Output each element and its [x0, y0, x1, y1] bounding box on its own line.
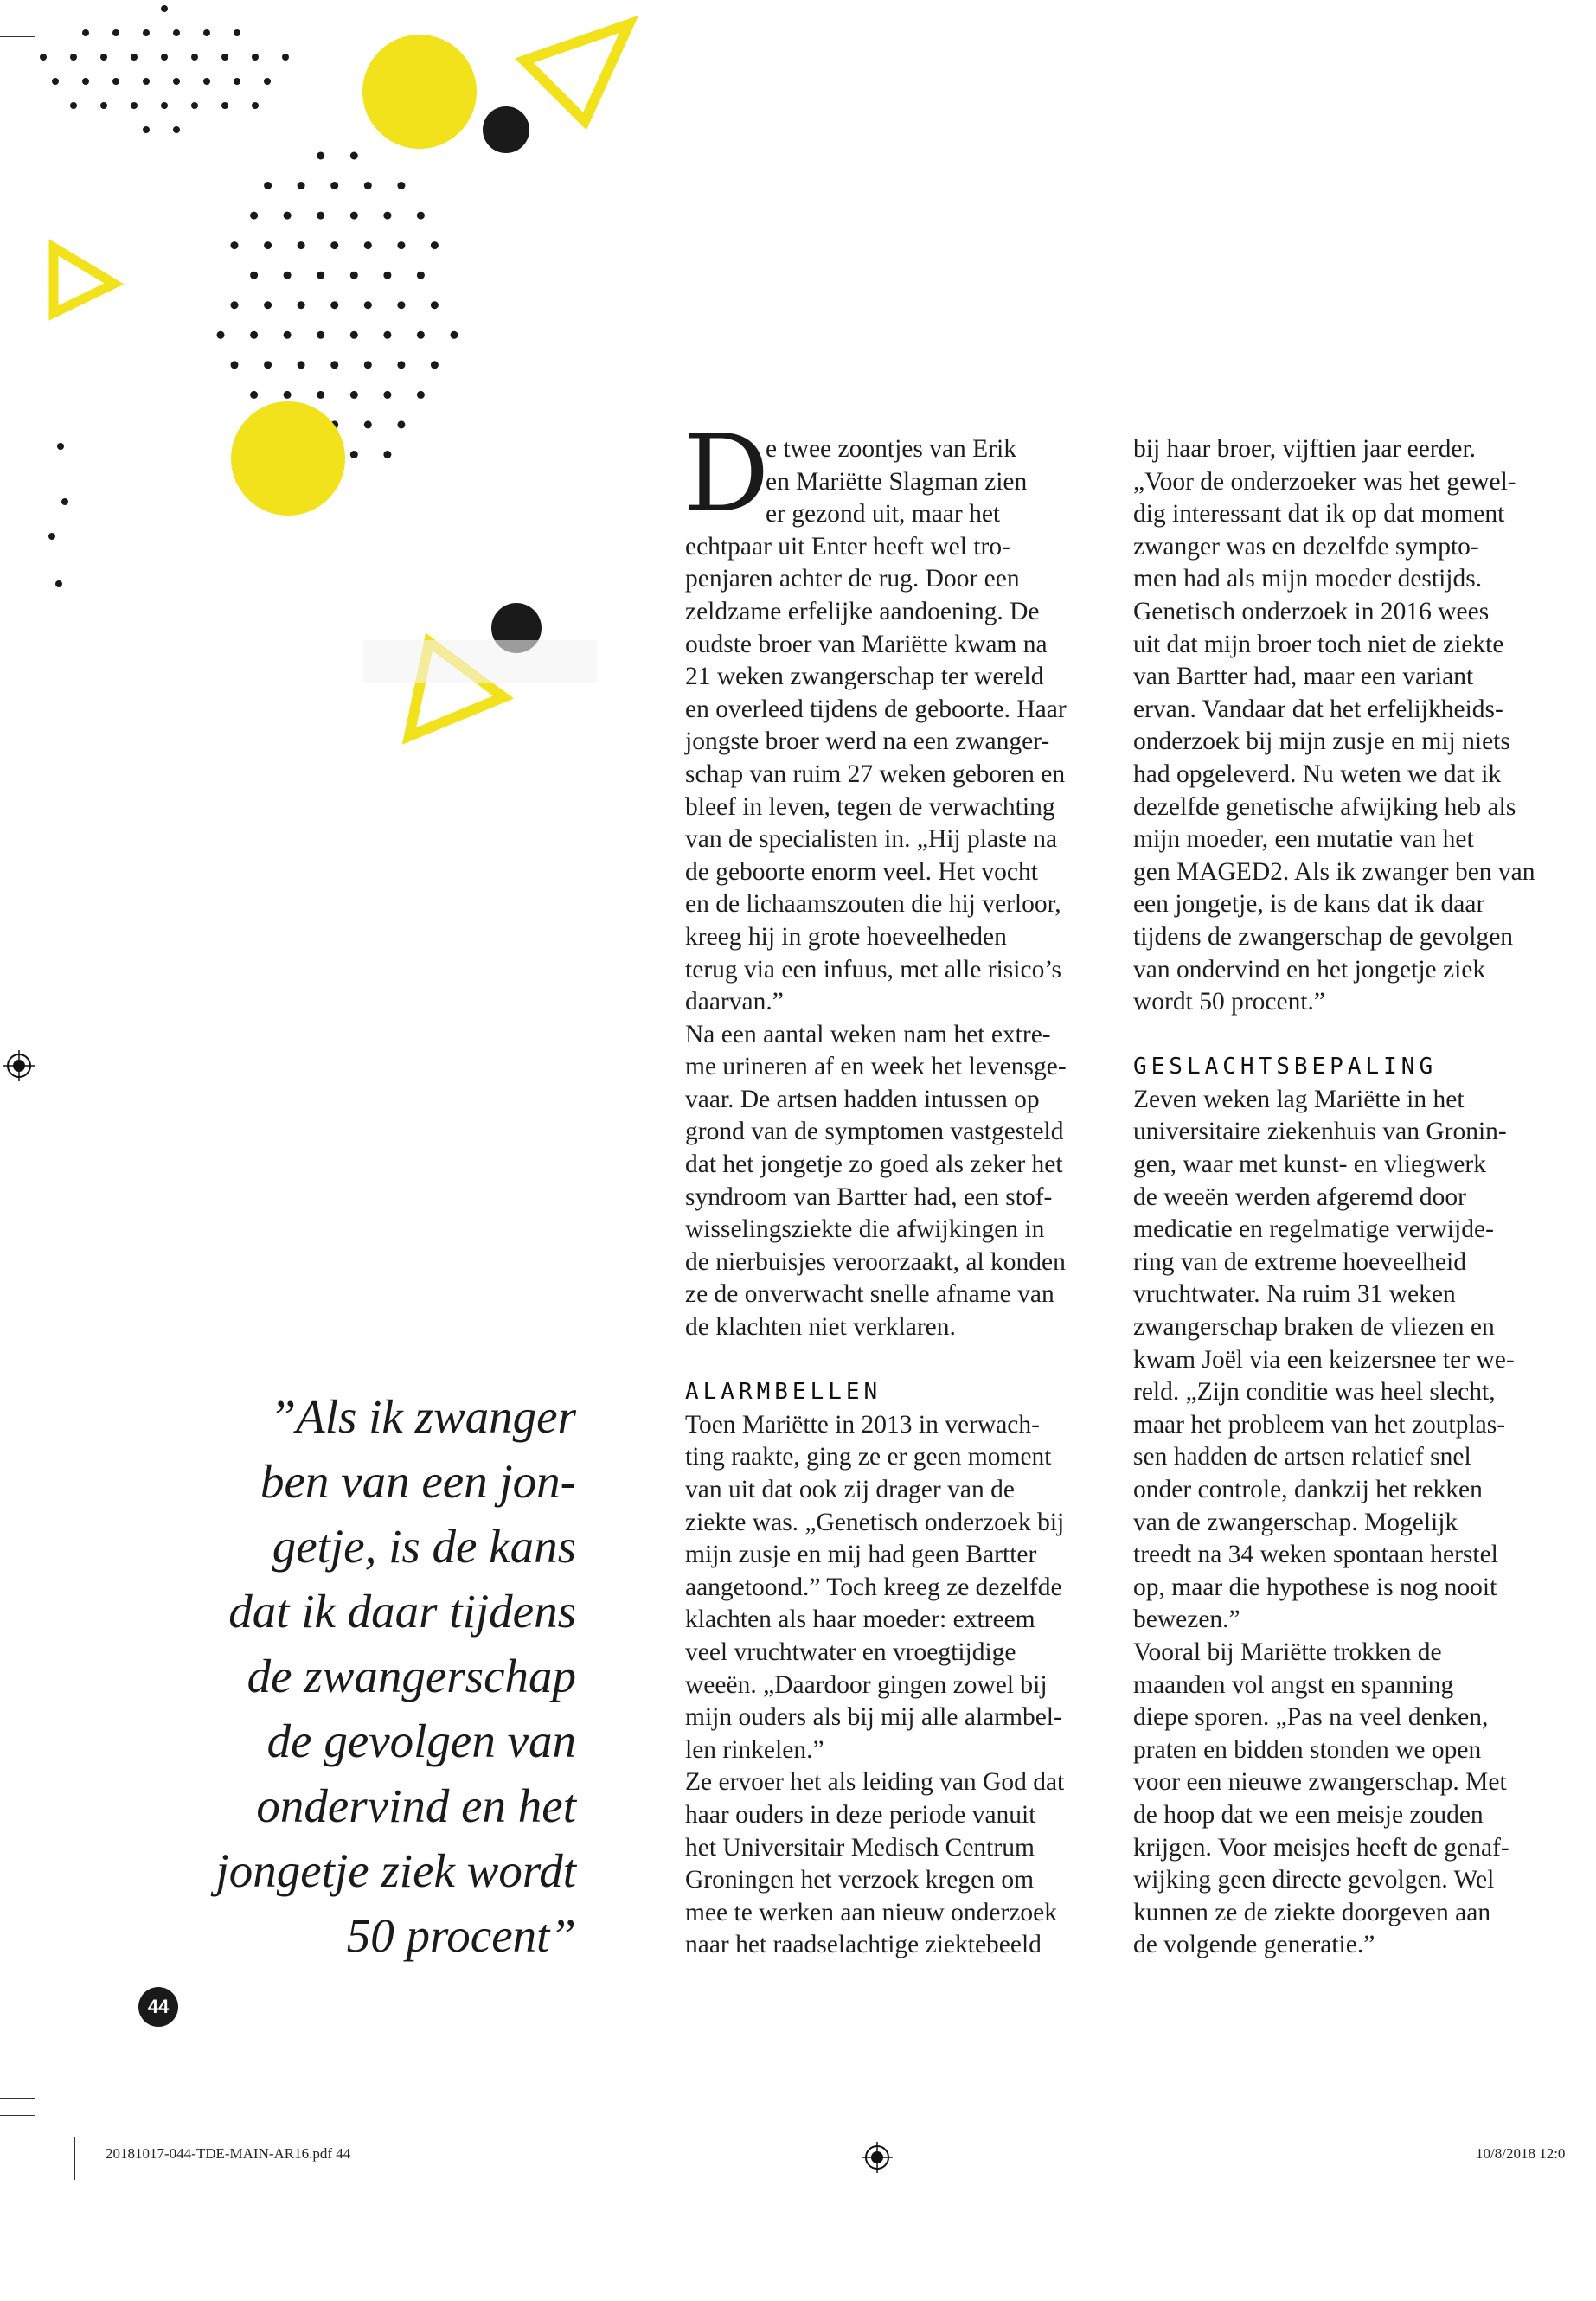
text-line: daarvan.”	[685, 988, 784, 1016]
text-line: ziekte was. „Genetisch onderzoek bij	[685, 1508, 1065, 1536]
decorative-dot	[298, 241, 305, 249]
decorative-dot	[350, 331, 358, 339]
decorative-dot	[217, 331, 225, 339]
decorative-dot	[364, 182, 372, 189]
article-column-1	[685, 433, 1067, 1962]
text-line: bleef in leven, tegen de verwachting	[685, 792, 1055, 821]
text-line: de volgende generatie.”	[1133, 1931, 1375, 1959]
decorative-dot	[298, 182, 305, 189]
text-line: reld. „Zijn conditie was heel slecht,	[1133, 1378, 1496, 1407]
text-line: dat ik daar tijdens	[228, 1585, 576, 1638]
text-line: len rinkelen.”	[685, 1735, 824, 1764]
decorative-dot	[264, 241, 272, 249]
text-line: wisselingsziekte die afwijkingen in	[685, 1215, 1045, 1244]
text-line: de geboorte enorm veel. Het vocht	[685, 857, 1038, 886]
decorative-dot	[161, 5, 168, 12]
text-line: treedt na 34 weken spontaan herstel	[1133, 1541, 1498, 1569]
text-line: haar ouders in deze periode vanuit	[685, 1800, 1036, 1829]
decorative-dot	[252, 102, 259, 109]
decorative-dot	[203, 78, 210, 85]
decorative-dot	[143, 126, 150, 133]
text-line: Toen Mariëtte in 2013 in verwach-	[685, 1410, 1040, 1439]
decorative-dot	[264, 78, 271, 85]
decorative-dot	[143, 29, 150, 36]
paragraph-block	[1133, 1084, 1535, 1962]
paragraph-block	[685, 1409, 1067, 1962]
text-line: naar het raadselachtige ziektebeeld	[685, 1931, 1042, 1959]
paragraph-block	[1133, 433, 1535, 1019]
decorative-dot	[264, 301, 272, 309]
decorative-dot	[231, 241, 239, 249]
decorative-dot	[383, 391, 391, 399]
text-line: Ze ervoer het als leiding van God dat	[685, 1768, 1065, 1797]
decorative-dot	[221, 54, 228, 61]
decorative-dot	[364, 420, 372, 428]
text-line: wijking geen directe gevolgen. Wel	[1133, 1866, 1495, 1894]
decorative-dot	[282, 54, 289, 61]
text-line: schap van ruim 27 weken geboren en	[685, 760, 1066, 788]
yellow-triangle-top	[524, 24, 629, 121]
text-line: wordt 50 procent.”	[1133, 988, 1325, 1016]
text-line: vaar. De artsen hadden intussen op	[685, 1085, 1040, 1113]
text-line: het Universitair Medisch Centrum	[685, 1833, 1035, 1862]
text-line: van uit dat ook zij drager van de	[685, 1476, 1015, 1503]
decorative-dot	[70, 54, 77, 61]
text-line: 50 procent”	[346, 1909, 576, 1962]
text-line: vruchtwater. Na ruim 31 weken	[1133, 1280, 1456, 1309]
text-line: jongetje ziek wordt	[215, 1844, 576, 1897]
yellow-circle-middle	[231, 401, 345, 516]
text-line: kreeg hij in grote hoeveelheden	[685, 922, 1007, 951]
yellow-triangle-left	[54, 247, 114, 313]
decorative-dot	[82, 78, 89, 85]
paragraph-block	[685, 531, 1067, 1344]
decorative-dot	[330, 182, 338, 189]
text-line: ting raakte, ging ze er geen moment	[685, 1443, 1052, 1471]
decorative-dot	[131, 102, 138, 109]
crop-mark	[0, 2098, 35, 2099]
decorative-dot	[417, 391, 425, 399]
decorative-dot	[330, 361, 338, 369]
decorative-dot	[48, 533, 55, 540]
text-line: uit dat mijn broer toch niet de ziekte	[1133, 630, 1504, 658]
decorative-dot	[231, 301, 239, 309]
crop-mark	[74, 2137, 75, 2180]
text-line: mijn ouders als bij mij alle alarmbel-	[685, 1703, 1062, 1732]
decorative-graphics	[0, 0, 640, 779]
text-line: diepe sporen. „Pas na veel denken,	[1133, 1703, 1489, 1732]
decorative-dot	[143, 78, 150, 85]
text-line: sen hadden de artsen relatief snel	[1133, 1443, 1471, 1471]
decorative-dot	[100, 102, 107, 109]
text-line: men had als mijn moeder destijds.	[1133, 565, 1483, 593]
text-line: onderzoek bij mijn zusje en mij niets	[1133, 727, 1510, 756]
decorative-dot	[112, 78, 119, 85]
section-heading-geslachtsbepaling: GESLACHTSBEPALING	[1133, 1054, 1438, 1080]
footer-filename: 20181017-044-TDE-MAIN-AR16.pdf 44	[106, 2145, 351, 2162]
text-line: bij haar broer, vijftien jaar eerder.	[1133, 435, 1477, 463]
decorative-dot	[191, 54, 198, 61]
text-line: Groningen het verzoek kregen om	[685, 1866, 1035, 1894]
decorative-dot	[417, 331, 425, 339]
decorative-dot	[221, 102, 228, 109]
decorative-dot	[431, 241, 439, 249]
text-line: er gezond uit, maar het	[766, 500, 1001, 529]
text-line: terug via een infuus, met alle risico’s	[685, 955, 1061, 984]
decorative-dot	[173, 78, 180, 85]
decorative-dot	[350, 451, 358, 458]
decorative-dot	[131, 54, 138, 61]
text-line: de klachten niet verklaren.	[685, 1313, 956, 1342]
text-line: ze de onverwacht snelle afname van	[685, 1280, 1054, 1309]
decorative-dot	[397, 361, 405, 369]
decorative-dot	[100, 54, 107, 61]
decorative-dot	[397, 301, 405, 309]
text-line: kunnen ze de ziekte doorgeven aan	[1133, 1898, 1491, 1926]
footer-date: 10/8/2018 12:0	[1476, 2145, 1566, 2162]
text-line: mijn zusje en mij had geen Bartter	[685, 1541, 1037, 1569]
text-line: dig interessant dat ik op dat moment	[1133, 500, 1505, 529]
decorative-dot	[383, 212, 391, 220]
decorative-dot	[431, 301, 439, 309]
text-line: en de lichaamszouten die hij verloor,	[685, 890, 1061, 919]
decorative-dot	[173, 29, 180, 36]
decorative-dot	[264, 361, 272, 369]
decorative-dot	[234, 78, 240, 85]
text-line: de zwangerschap	[247, 1650, 576, 1702]
text-line: penjaren achter de rug. Door een	[685, 565, 1020, 593]
decorative-dot	[350, 152, 358, 160]
text-line: gen, waar met kunst- en vliegwerk	[1133, 1150, 1486, 1179]
text-line: ervan. Vandaar dat het erfelijkheids-	[1133, 695, 1503, 723]
decorative-dot	[431, 361, 439, 369]
decorative-dot	[364, 361, 372, 369]
decorative-dot	[317, 212, 324, 220]
text-line: Vooral bij Mariëtte trokken de	[1133, 1638, 1442, 1666]
dot-cluster-top	[40, 5, 289, 133]
intro-indented-lines	[685, 433, 1067, 531]
text-line: zwanger was en dezelfde sympto-	[1133, 532, 1479, 561]
text-line: de weeën werden afgeremd door	[1133, 1183, 1466, 1211]
decorative-dot	[264, 182, 272, 189]
text-line: een jongetje, is de kans dat ik daar	[1133, 890, 1485, 919]
decorative-dot	[383, 331, 391, 339]
yellow-circle-top	[362, 35, 477, 149]
text-line: bewezen.”	[1133, 1606, 1240, 1634]
text-line: zwangerschap braken de vliezen en	[1133, 1313, 1495, 1342]
text-line: me urineren af en week het levensge-	[685, 1053, 1067, 1081]
decorative-dot	[70, 102, 77, 109]
decorative-dot	[383, 272, 391, 279]
text-line: Zeven weken lag Mariëtte in het	[1133, 1085, 1465, 1113]
text-line: mee te werken aan nieuw onderzoek	[685, 1898, 1057, 1926]
text-line: Na een aantal weken nam het extre-	[685, 1020, 1051, 1048]
decorative-dot	[397, 182, 405, 189]
decorative-dot	[383, 451, 391, 458]
decorative-dot	[364, 301, 372, 309]
decorative-dot	[350, 272, 358, 279]
text-line: weeën. „Daardoor gingen zowel bij	[685, 1670, 1048, 1699]
decorative-dot	[40, 54, 47, 61]
decorative-dot	[231, 361, 239, 369]
decorative-dot	[298, 361, 305, 369]
text-line: gen MAGED2. Als ik zwanger ben van	[1133, 857, 1535, 886]
text-line: krijgen. Voor meisjes heeft de genaf-	[1133, 1833, 1509, 1862]
text-line: maanden vol angst en spanning	[1133, 1670, 1454, 1699]
decorative-dot	[298, 301, 305, 309]
decorative-dot	[397, 420, 405, 428]
text-line: mijn moeder, een mutatie van het	[1133, 825, 1474, 854]
text-line: ondervind en het	[256, 1779, 576, 1832]
pull-quote	[199, 1384, 576, 1968]
section-heading-alarmbellen: ALARMBELLEN	[685, 1379, 882, 1406]
decorative-dot	[330, 301, 338, 309]
decorative-dot	[252, 54, 259, 61]
text-line: dezelfde genetische afwijking heb als	[1133, 792, 1516, 821]
decorative-dot	[250, 331, 258, 339]
text-line: kwam Joël via een keizersnee ter we-	[1133, 1345, 1515, 1374]
text-line: van ondervind en het jongetje ziek	[1133, 955, 1486, 984]
text-line: medicatie en regelmatige verwijde-	[1133, 1215, 1494, 1244]
decorative-dot	[161, 102, 168, 109]
decorative-dot	[350, 391, 358, 399]
decorative-dot	[161, 54, 168, 61]
decorative-dot	[55, 580, 62, 587]
decorative-dot	[317, 391, 324, 399]
decorative-dot	[173, 126, 180, 133]
drop-cap: D	[683, 412, 770, 536]
decorative-dot	[284, 391, 292, 399]
text-line: voor een nieuwe zwangerschap. Met	[1133, 1768, 1507, 1797]
registration-mark-icon	[3, 1050, 35, 1081]
text-line: en Mariëtte Slagman zien	[766, 467, 1028, 496]
text-line: aangetoond.” Toch kreeg ze dezelfde	[685, 1573, 1062, 1601]
text-line: universitaire ziekenhuis van Gronin-	[1133, 1118, 1507, 1146]
text-line: oudste broer van Mariëtte kwam na	[685, 630, 1048, 658]
text-line: 21 weken zwangerschap ter wereld	[685, 663, 1044, 691]
text-line: ring van de extreme hoeveelheid	[1133, 1247, 1466, 1276]
decorative-dot	[82, 29, 89, 36]
decorative-dot	[57, 443, 64, 450]
text-line: had opgeleverd. Nu weten we dat ik	[1133, 760, 1502, 788]
text-line: van de specialisten in. „Hij plaste na	[685, 825, 1058, 854]
decorative-dot	[330, 241, 338, 249]
text-line: syndroom van Bartter had, een stof-	[685, 1183, 1053, 1211]
decorative-dot	[112, 29, 119, 36]
text-line: grond van de symptomen vastgesteld	[685, 1118, 1064, 1146]
text-line: de nierbuisjes veroorzaakt, al konden	[685, 1247, 1066, 1276]
dot-cluster-middle	[48, 152, 458, 588]
text-line: klachten als haar moeder: extreem	[685, 1606, 1035, 1634]
text-line: onder controle, dankzij het rekken	[1133, 1476, 1483, 1503]
decorative-dot	[250, 212, 258, 220]
decorative-dot	[203, 29, 210, 36]
text-line: „Voor de onderzoeker was het gewel-	[1133, 467, 1516, 496]
text-line: praten en bidden stonden we open	[1133, 1735, 1482, 1764]
article-column-2	[1133, 433, 1535, 1962]
text-line: ”Als ik zwanger	[269, 1390, 576, 1443]
text-line: dat het jongetje zo goed als zeker het	[685, 1150, 1063, 1179]
text-line: getje, is de kans	[272, 1520, 576, 1573]
decorative-dot	[284, 212, 292, 220]
text-line: maar het probleem van het zoutplas-	[1133, 1410, 1506, 1439]
decorative-dot	[284, 272, 292, 279]
text-line: de hoop dat we een meisje zouden	[1133, 1800, 1484, 1829]
text-line: e twee zoontjes van Erik	[766, 435, 1016, 463]
decorative-dot	[317, 152, 324, 160]
text-line: van Bartter had, maar een variant	[1133, 663, 1474, 691]
crop-mark	[0, 2115, 35, 2116]
decorative-dot	[317, 272, 324, 279]
black-circle-top	[483, 106, 529, 153]
text-line: zeldzame erfelijke aandoening. De	[685, 597, 1040, 625]
decorative-dot	[451, 331, 458, 339]
crop-mark	[0, 36, 35, 37]
text-line: echtpaar uit Enter heeft wel tro-	[685, 532, 1010, 561]
text-line: en overleed tijdens de geboorte. Haar	[685, 695, 1067, 723]
decorative-dot	[397, 241, 405, 249]
decorative-dot	[284, 331, 292, 339]
decorative-dot	[417, 212, 425, 220]
decorative-dot	[234, 29, 240, 36]
text-line: op, maar die hypothese is nog nooit	[1133, 1573, 1497, 1601]
decorative-dot	[364, 241, 372, 249]
registration-mark-icon	[862, 2142, 893, 2173]
decorative-dot	[350, 212, 358, 220]
decorative-dot	[417, 272, 425, 279]
decorative-dot	[250, 272, 258, 279]
decorative-dot	[52, 78, 59, 85]
text-line: Genetisch onderzoek in 2016 wees	[1133, 597, 1490, 625]
text-line: jongste broer werd na een zwanger-	[685, 727, 1050, 756]
decorative-dot	[191, 102, 198, 109]
text-line: ben van een jon-	[260, 1455, 576, 1508]
decorative-dot	[250, 391, 258, 399]
text-line: van de zwangerschap. Mogelijk	[1133, 1508, 1458, 1536]
decorative-dot	[317, 331, 324, 339]
text-line: tijdens de zwangerschap de gevolgen	[1133, 922, 1514, 951]
text-line: de gevolgen van	[266, 1715, 576, 1767]
text-line: veel vruchtwater en vroegtijdige	[685, 1638, 1016, 1666]
page-number-badge: 44	[138, 1987, 178, 2027]
decorative-dot	[61, 498, 68, 505]
